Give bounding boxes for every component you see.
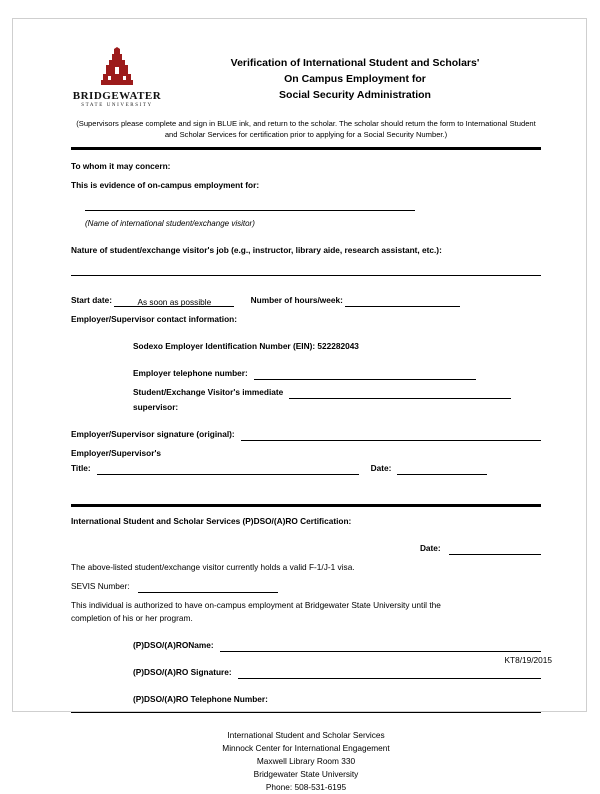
immediate-supervisor-label-2: supervisor: xyxy=(133,402,179,412)
certification-heading: International Student and Scholar Services (P)DSO/(A)RO Certification: xyxy=(71,516,352,526)
authorization-line-1: This individual is authorized to have on-campus employment at Bridgewater State University until the xyxy=(71,600,441,610)
logo-subtext: STATE UNIVERSITY xyxy=(81,103,153,108)
evidence-line: This is evidence of on-campus employment for: xyxy=(71,180,260,190)
footer-divider xyxy=(71,712,541,713)
date-label: Date: xyxy=(370,463,392,473)
title-line-3: Social Security Administration xyxy=(279,89,431,101)
certification-date-input[interactable] xyxy=(449,544,541,555)
dso-phone-label: (P)DSO/(A)RO Telephone Number: xyxy=(133,694,268,704)
visa-line: The above-listed student/exchange visitor currently holds a valid F-1/J-1 visa. xyxy=(71,562,355,572)
date-input[interactable] xyxy=(397,464,487,475)
employer-phone-label: Employer telephone number: xyxy=(133,368,248,378)
start-date-value: As soon as possible xyxy=(137,297,212,307)
hours-input[interactable] xyxy=(345,296,460,307)
nature-of-job-line: Nature of student/exchange visitor's job (e.g., instructor, library aide, research assistant, etc.): xyxy=(71,245,442,255)
start-date-row xyxy=(71,294,541,307)
nature-of-job-field-row xyxy=(71,263,541,276)
dso-name-label: (P)DSO/(A)ROName: xyxy=(133,640,214,650)
dso-name-input[interactable] xyxy=(220,641,541,652)
form-sheet xyxy=(12,18,587,792)
salutation: To whom it may concern: xyxy=(71,161,171,171)
title-line-2: On Campus Employment for xyxy=(284,73,426,85)
contact-heading: Employer/Supervisor contact information: xyxy=(71,314,237,324)
form-title xyxy=(169,43,541,103)
title-label-line-2: Title: xyxy=(71,463,91,473)
form-header xyxy=(71,43,541,108)
student-name-input[interactable] xyxy=(85,200,415,211)
signature-row xyxy=(71,428,541,441)
start-date-label: Start date: xyxy=(71,295,113,305)
form-body xyxy=(71,160,541,794)
title-line-1: Verification of International Student and Scholars' xyxy=(230,57,480,69)
nature-of-job-input[interactable] xyxy=(71,265,541,276)
student-name-hint: (Name of international student/exchange visitor) xyxy=(85,219,255,228)
immediate-supervisor-input[interactable] xyxy=(289,388,511,399)
dso-name-row xyxy=(71,639,541,652)
immediate-supervisor-row xyxy=(71,386,541,399)
dso-signature-row xyxy=(71,666,541,679)
certification-date-row xyxy=(71,542,541,555)
logo-wordmark: BRIDGEWATER xyxy=(72,90,162,102)
dso-signature-input[interactable] xyxy=(238,668,541,679)
dso-signature-label: (P)DSO/(A)RO Signature: xyxy=(133,667,232,677)
revision-stamp: KT8/19/2015 xyxy=(504,655,552,665)
signature-label: Employer/Supervisor signature (original): xyxy=(71,429,235,439)
header-divider xyxy=(71,147,541,150)
footer-line-2: Minnock Center for International Engagement xyxy=(222,743,390,753)
footer-line-3: Maxwell Library Room 330 xyxy=(256,756,356,766)
sevis-input[interactable] xyxy=(138,582,278,593)
office-footer xyxy=(71,729,541,794)
sevis-row xyxy=(71,580,541,593)
university-logo xyxy=(71,43,163,108)
signature-input[interactable] xyxy=(241,430,541,441)
title-label-line-1: Employer/Supervisor's xyxy=(71,448,162,458)
instructions-note: (Supervisors please complete and sign in BLUE ink, and return to the scholar. The scholar should return the form to International Student and Scholar Services for certification prior to applying for a Social Security Number.) xyxy=(76,119,536,139)
footer-line-5: Phone: 508-531-6195 xyxy=(265,782,347,792)
employer-phone-row xyxy=(71,367,541,380)
form-content xyxy=(71,43,541,794)
dso-phone-row xyxy=(71,693,541,706)
ein-line: Sodexo Employer Identification Number (EIN): 522282043 xyxy=(133,341,359,351)
footer-line-1: International Student and Scholar Services xyxy=(227,730,385,740)
footer-line-4: Bridgewater State University xyxy=(253,769,359,779)
certification-date-label: Date: xyxy=(419,543,441,553)
bridge-tower-icon xyxy=(71,47,163,89)
start-date-input[interactable] xyxy=(114,296,234,307)
immediate-supervisor-label: Student/Exchange Visitor's immediate xyxy=(133,387,284,397)
sevis-label: SEVIS Number: xyxy=(71,581,130,591)
title-row xyxy=(71,462,541,475)
employer-phone-input[interactable] xyxy=(254,369,476,380)
student-name-field-row xyxy=(71,198,541,211)
title-input[interactable] xyxy=(97,464,359,475)
authorization-line-2: completion of his or her program. xyxy=(71,613,193,623)
hours-label: Number of hours/week: xyxy=(250,295,343,305)
